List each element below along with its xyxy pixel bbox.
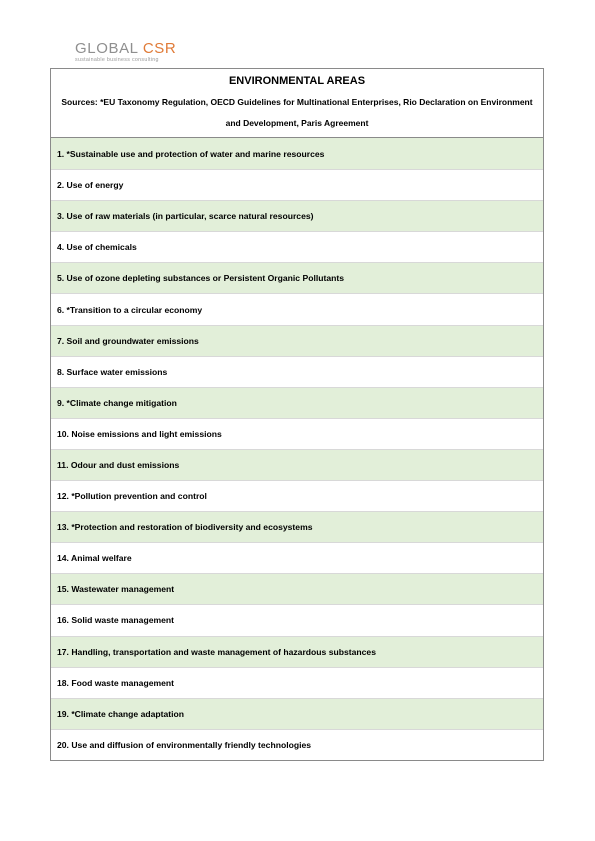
- logo-wordmark: [75, 41, 176, 56]
- table-body: [51, 138, 543, 760]
- table-row: 8. Surface water emissions: [51, 356, 543, 387]
- table-row: 17. Handling, transportation and waste management of hazardous substances: [51, 636, 543, 667]
- table-row: 15. Wastewater management: [51, 573, 543, 604]
- table-row: 1. *Sustainable use and protection of water and marine resources: [51, 138, 543, 169]
- table-row: 7. Soil and groundwater emissions: [51, 325, 543, 356]
- table-row: 19. *Climate change adaptation: [51, 698, 543, 729]
- table-row: 14. Animal welfare: [51, 542, 543, 573]
- table-row: 2. Use of energy: [51, 169, 543, 200]
- table-row: 16. Solid waste management: [51, 604, 543, 635]
- logo-tagline: sustainable business consulting: [75, 57, 159, 63]
- table-header: [51, 69, 543, 138]
- table-row: 12. *Pollution prevention and control: [51, 480, 543, 511]
- table-row: 9. *Climate change mitigation: [51, 387, 543, 418]
- table-row: 5. Use of ozone depleting substances or Persistent Organic Pollutants: [51, 262, 543, 293]
- table-row: 11. Odour and dust emissions: [51, 449, 543, 480]
- table-sources: Sources: *EU Taxonomy Regulation, OECD Guidelines for Multinational Enterprises, Rio Declaration on Environment and Development, Paris Agreement: [61, 97, 533, 128]
- table-row: 13. *Protection and restoration of biodiversity and ecosystems: [51, 511, 543, 542]
- table-row: 4. Use of chemicals: [51, 231, 543, 262]
- global-csr-logo: [75, 41, 176, 63]
- table-row: 3. Use of raw materials (in particular, scarce natural resources): [51, 200, 543, 231]
- table-row: 10. Noise emissions and light emissions: [51, 418, 543, 449]
- table-row: 20. Use and diffusion of environmentally friendly technologies: [51, 729, 543, 760]
- logo-global-text: GLOBAL: [75, 40, 139, 57]
- table-row: 18. Food waste management: [51, 667, 543, 698]
- logo-csr-text: CSR: [142, 40, 177, 57]
- table-row: 6. *Transition to a circular economy: [51, 293, 543, 324]
- table-title: ENVIRONMENTAL AREAS: [228, 75, 366, 87]
- environmental-areas-table: [50, 68, 544, 761]
